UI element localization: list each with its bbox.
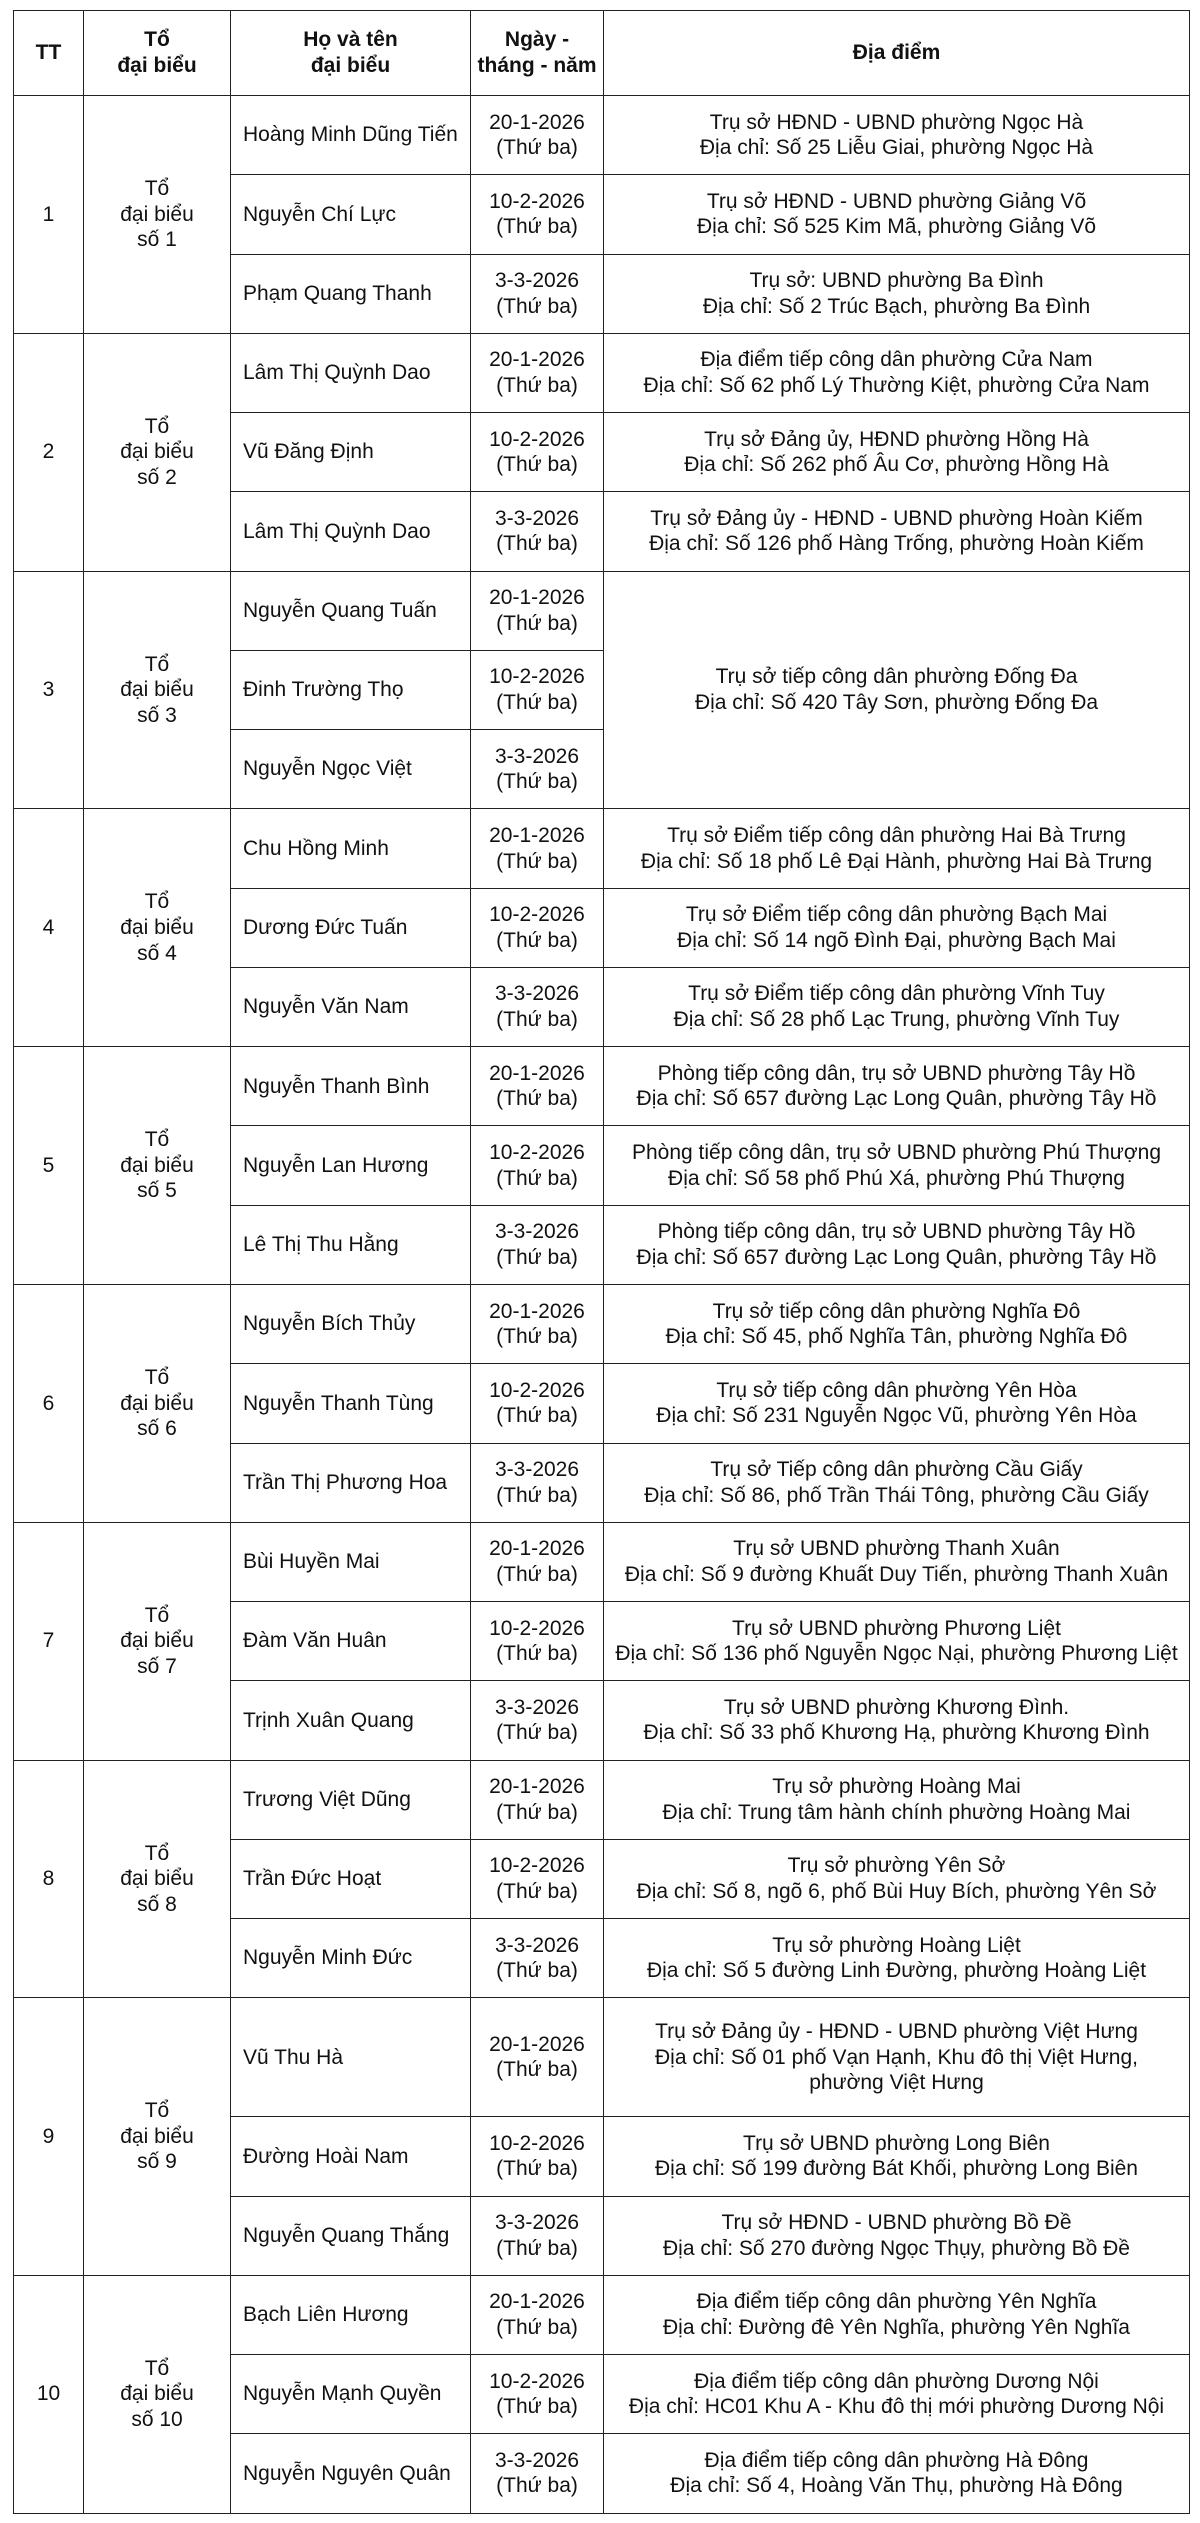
place-line: Địa chỉ: Số 657 đường Lạc Long Quân, phường Tây Hồ bbox=[636, 1245, 1157, 1269]
weekday-value: (Thứ ba) bbox=[496, 611, 578, 635]
meeting-place bbox=[604, 1522, 1190, 1601]
delegate-name: Hoàng Minh Dũng Tiến bbox=[231, 96, 471, 175]
delegate-name: Trần Thị Phương Hoa bbox=[231, 1443, 471, 1522]
group-label-line: đại biểu bbox=[120, 678, 194, 702]
meeting-date bbox=[471, 1839, 604, 1918]
place-line: Trụ sở phường Yên Sở bbox=[787, 1854, 1006, 1878]
schedule-document bbox=[13, 10, 1189, 2513]
place-line: Trụ sở Điểm tiếp công dân phường Bạch Mai bbox=[685, 903, 1108, 927]
delegate-name: Nguyễn Minh Đức bbox=[231, 1919, 471, 1998]
table-row bbox=[14, 809, 1190, 888]
place-line: Địa chỉ: Số 8, ngõ 6, phố Bùi Huy Bích, phường Yên Sở bbox=[636, 1879, 1157, 1903]
meeting-date bbox=[471, 730, 604, 809]
weekday-value: (Thứ ba) bbox=[496, 1325, 578, 1349]
weekday-value: (Thứ ba) bbox=[496, 1642, 578, 1666]
date-value: 3-3-2026 bbox=[494, 506, 580, 530]
meeting-place bbox=[604, 1284, 1190, 1363]
date-value: 10-2-2026 bbox=[489, 1140, 585, 1164]
date-value: 10-2-2026 bbox=[489, 1616, 585, 1640]
delegate-name: Nguyễn Nguyên Quân bbox=[231, 2434, 471, 2513]
meeting-date bbox=[471, 967, 604, 1046]
date-value: 10-2-2026 bbox=[489, 903, 585, 927]
meeting-date bbox=[471, 413, 604, 492]
group-label-line: số 9 bbox=[137, 2150, 177, 2174]
meeting-date bbox=[471, 1998, 604, 2117]
delegate-name: Nguyễn Quang Tuấn bbox=[231, 571, 471, 650]
group-number: 7 bbox=[14, 1522, 84, 1760]
group-label-line: số 10 bbox=[131, 2408, 183, 2432]
date-value: 20-1-2026 bbox=[489, 1537, 585, 1561]
group-label bbox=[84, 571, 231, 809]
group-label-line: số 1 bbox=[137, 228, 177, 252]
meeting-date bbox=[471, 809, 604, 888]
delegate-name: Vũ Thu Hà bbox=[231, 1998, 471, 2117]
place-line: Trụ sở Tiếp công dân phường Cầu Giấy bbox=[710, 1458, 1083, 1482]
delegate-name: Nguyễn Thanh Bình bbox=[231, 1047, 471, 1126]
delegate-name: Chu Hồng Minh bbox=[231, 809, 471, 888]
place-line: Địa chỉ: Số 45, phố Nghĩa Tân, phường Nghĩa Đô bbox=[665, 1325, 1128, 1349]
weekday-value: (Thứ ba) bbox=[496, 294, 578, 318]
delegate-name: Đường Hoài Nam bbox=[231, 2117, 471, 2196]
place-line: Địa chỉ: Số 199 đường Bát Khối, phường Long Biên bbox=[655, 2157, 1138, 2181]
group-label-line: Tổ bbox=[144, 652, 170, 676]
date-value: 3-3-2026 bbox=[494, 2448, 580, 2472]
table-row bbox=[14, 1998, 1190, 2117]
group-label bbox=[84, 96, 231, 334]
meeting-date bbox=[471, 333, 604, 412]
meeting-place bbox=[604, 571, 1190, 809]
table-row bbox=[14, 96, 1190, 175]
meeting-date bbox=[471, 1681, 604, 1760]
weekday-value: (Thứ ba) bbox=[496, 136, 578, 160]
place-line: Địa chỉ: Số 28 phố Lạc Trung, phường Vĩnh Tuy bbox=[673, 1008, 1120, 1032]
weekday-value: (Thứ ba) bbox=[496, 2474, 578, 2498]
place-line: Trụ sở tiếp công dân phường Yên Hòa bbox=[716, 1378, 1077, 1402]
place-line: Địa điểm tiếp công dân phường Yên Nghĩa bbox=[696, 2290, 1097, 2314]
place-line: Trụ sở UBND phường Khương Đình. bbox=[723, 1695, 1070, 1719]
group-number: 6 bbox=[14, 1284, 84, 1522]
place-line: Địa chỉ: HC01 Khu A - Khu đô thị mới phường Dương Nội bbox=[628, 2395, 1165, 2419]
place-line: Địa chỉ: Số 18 phố Lê Đại Hành, phường Hai Bà Trưng bbox=[640, 849, 1153, 873]
meeting-place bbox=[604, 1919, 1190, 1998]
weekday-value: (Thứ ba) bbox=[496, 1166, 578, 1190]
place-line: Địa chỉ: Số 9 đường Khuất Duy Tiến, phường Thanh Xuân bbox=[624, 1562, 1169, 1586]
delegate-name: Phạm Quang Thanh bbox=[231, 254, 471, 333]
weekday-value: (Thứ ba) bbox=[496, 849, 578, 873]
place-line: Địa chỉ: Số 420 Tây Sơn, phường Đống Đa bbox=[694, 690, 1099, 714]
delegate-name: Trịnh Xuân Quang bbox=[231, 1681, 471, 1760]
delegate-name: Bạch Liên Hương bbox=[231, 2275, 471, 2354]
weekday-value: (Thứ ba) bbox=[496, 1562, 578, 1586]
place-line: Trụ sở tiếp công dân phường Đống Đa bbox=[715, 665, 1078, 689]
weekday-value: (Thứ ba) bbox=[496, 1959, 578, 1983]
group-label-line: đại biểu bbox=[120, 2382, 194, 2406]
meeting-date bbox=[471, 175, 604, 254]
meeting-place bbox=[604, 492, 1190, 571]
group-label-line: đại biểu bbox=[120, 1391, 194, 1415]
meeting-place bbox=[604, 1443, 1190, 1522]
date-value: 20-1-2026 bbox=[489, 586, 585, 610]
meeting-place bbox=[604, 333, 1190, 412]
delegate-name: Nguyễn Mạnh Quyền bbox=[231, 2355, 471, 2434]
weekday-value: (Thứ ba) bbox=[496, 1245, 578, 1269]
date-value: 3-3-2026 bbox=[494, 982, 580, 1006]
date-value: 20-1-2026 bbox=[489, 1299, 585, 1323]
meeting-date bbox=[471, 1364, 604, 1443]
place-line: Địa chỉ: Số 62 phố Lý Thường Kiệt, phường Cửa Nam bbox=[643, 373, 1150, 397]
date-value: 3-3-2026 bbox=[494, 1695, 580, 1719]
group-label-line: số 7 bbox=[137, 1654, 177, 1678]
delegate-name: Nguyễn Chí Lực bbox=[231, 175, 471, 254]
meeting-place bbox=[604, 175, 1190, 254]
date-value: 3-3-2026 bbox=[494, 2211, 580, 2235]
place-line: Trụ sở UBND phường Long Biên bbox=[743, 2131, 1050, 2155]
date-value: 20-1-2026 bbox=[489, 1061, 585, 1085]
meeting-place bbox=[604, 1047, 1190, 1126]
group-label bbox=[84, 809, 231, 1047]
place-line: Địa chỉ: Số 126 phố Hàng Trống, phường Hoàn Kiếm bbox=[649, 532, 1144, 556]
place-line: Trụ sở: UBND phường Ba Đình bbox=[749, 269, 1044, 293]
weekday-value: (Thứ ba) bbox=[496, 2157, 578, 2181]
place-line: Địa chỉ: Trung tâm hành chính phường Hoàng Mai bbox=[662, 1800, 1131, 1824]
place-line: Trụ sở phường Hoàng Mai bbox=[772, 1775, 1021, 1799]
meeting-date bbox=[471, 1047, 604, 1126]
header-name: Họ và tên đại biểu bbox=[231, 11, 471, 96]
group-label-line: đại biểu bbox=[120, 1629, 194, 1653]
group-label bbox=[84, 1522, 231, 1760]
meeting-place bbox=[604, 1126, 1190, 1205]
table-row bbox=[14, 2275, 1190, 2354]
meeting-place bbox=[604, 888, 1190, 967]
schedule-table bbox=[13, 10, 1190, 2514]
table-row bbox=[14, 1284, 1190, 1363]
place-line: Trụ sở phường Hoàng Liệt bbox=[772, 1933, 1021, 1957]
date-value: 20-1-2026 bbox=[489, 2290, 585, 2314]
meeting-date bbox=[471, 888, 604, 967]
meeting-date bbox=[471, 492, 604, 571]
table-row bbox=[14, 1760, 1190, 1839]
date-value: 10-2-2026 bbox=[489, 427, 585, 451]
place-line: Địa chỉ: Số 270 đường Ngọc Thụy, phường Bồ Đề bbox=[663, 2236, 1130, 2260]
meeting-place bbox=[604, 809, 1190, 888]
place-line: Địa chỉ: Số 5 đường Linh Đường, phường Hoàng Liệt bbox=[646, 1959, 1147, 1983]
header-tt: TT bbox=[14, 11, 84, 96]
group-label bbox=[84, 1998, 231, 2275]
weekday-value: (Thứ ba) bbox=[496, 532, 578, 556]
date-value: 10-2-2026 bbox=[489, 665, 585, 689]
delegate-name: Nguyễn Ngọc Việt bbox=[231, 730, 471, 809]
group-number: 8 bbox=[14, 1760, 84, 1998]
meeting-place bbox=[604, 96, 1190, 175]
meeting-date bbox=[471, 571, 604, 650]
delegate-name: Nguyễn Văn Nam bbox=[231, 967, 471, 1046]
meeting-place bbox=[604, 2434, 1190, 2513]
delegate-name: Bùi Huyền Mai bbox=[231, 1522, 471, 1601]
meeting-place bbox=[604, 413, 1190, 492]
group-label-line: số 4 bbox=[137, 941, 177, 965]
weekday-value: (Thứ ba) bbox=[496, 373, 578, 397]
place-line: Địa chỉ: Số 4, Hoàng Văn Thụ, phường Hà Đông bbox=[670, 2474, 1123, 2498]
delegate-name: Lê Thị Thu Hằng bbox=[231, 1205, 471, 1284]
meeting-date bbox=[471, 1760, 604, 1839]
weekday-value: (Thứ ba) bbox=[496, 2395, 578, 2419]
place-line: Phòng tiếp công dân, trụ sở UBND phường Tây Hồ bbox=[657, 1061, 1136, 1085]
meeting-date bbox=[471, 2117, 604, 2196]
weekday-value: (Thứ ba) bbox=[496, 1404, 578, 1428]
place-line: Trụ sở Đảng ủy - HĐND - UBND phường Hoàn Kiếm bbox=[650, 506, 1143, 530]
schedule-body bbox=[14, 96, 1190, 2514]
delegate-name: Đàm Văn Huân bbox=[231, 1602, 471, 1681]
group-number: 3 bbox=[14, 571, 84, 809]
group-label-line: Tổ bbox=[144, 176, 170, 200]
header-date: Ngày - tháng - năm bbox=[471, 11, 604, 96]
place-line: Trụ sở UBND phường Phương Liệt bbox=[732, 1616, 1061, 1640]
place-line: Địa chỉ: Đường đê Yên Nghĩa, phường Yên Nghĩa bbox=[662, 2315, 1130, 2339]
weekday-value: (Thứ ba) bbox=[496, 1800, 578, 1824]
place-line: Trụ sở HĐND - UBND phường Bồ Đề bbox=[721, 2211, 1072, 2235]
date-value: 20-1-2026 bbox=[489, 110, 585, 134]
group-label-line: số 6 bbox=[137, 1417, 177, 1441]
place-line: Phòng tiếp công dân, trụ sở UBND phường Phú Thượng bbox=[631, 1140, 1161, 1164]
meeting-date bbox=[471, 1284, 604, 1363]
delegate-name: Nguyễn Thanh Tùng bbox=[231, 1364, 471, 1443]
meeting-date bbox=[471, 2434, 604, 2513]
meeting-place bbox=[604, 1760, 1190, 1839]
group-number: 2 bbox=[14, 333, 84, 571]
meeting-date bbox=[471, 650, 604, 729]
meeting-place bbox=[604, 1681, 1190, 1760]
group-label-line: Tổ bbox=[144, 1603, 170, 1627]
delegate-name: Nguyễn Bích Thủy bbox=[231, 1284, 471, 1363]
meeting-place bbox=[604, 2196, 1190, 2275]
meeting-place bbox=[604, 2275, 1190, 2354]
meeting-date bbox=[471, 1919, 604, 1998]
place-line: phường Việt Hưng bbox=[809, 2071, 984, 2095]
meeting-place bbox=[604, 1839, 1190, 1918]
place-line: Địa chỉ: Số 136 phố Nguyễn Ngọc Nại, phường Phương Liệt bbox=[615, 1642, 1178, 1666]
meeting-date bbox=[471, 1602, 604, 1681]
date-value: 20-1-2026 bbox=[489, 348, 585, 372]
weekday-value: (Thứ ba) bbox=[496, 1721, 578, 1745]
weekday-value: (Thứ ba) bbox=[496, 928, 578, 952]
table-row bbox=[14, 333, 1190, 412]
place-line: Trụ sở Điểm tiếp công dân phường Hai Bà Trưng bbox=[667, 823, 1126, 847]
group-label-line: Tổ bbox=[144, 2356, 170, 2380]
group-label-line: Tổ bbox=[144, 2099, 170, 2123]
place-line: Trụ sở UBND phường Thanh Xuân bbox=[733, 1537, 1060, 1561]
meeting-date bbox=[471, 2355, 604, 2434]
date-value: 20-1-2026 bbox=[489, 2032, 585, 2056]
date-value: 10-2-2026 bbox=[489, 1854, 585, 1878]
place-line: Phòng tiếp công dân, trụ sở UBND phường Tây Hồ bbox=[657, 1220, 1136, 1244]
place-line: Địa chỉ: Số 01 phố Vạn Hạnh, Khu đô thị Việt Hưng, bbox=[655, 2045, 1138, 2069]
weekday-value: (Thứ ba) bbox=[496, 1879, 578, 1903]
header-place: Địa điểm bbox=[604, 11, 1190, 96]
group-label-line: đại biểu bbox=[120, 202, 194, 226]
group-number: 10 bbox=[14, 2275, 84, 2513]
group-label-line: đại biểu bbox=[120, 915, 194, 939]
place-line: Địa chỉ: Số 231 Nguyễn Ngọc Vũ, phường Yên Hòa bbox=[656, 1404, 1137, 1428]
place-line: Địa chỉ: Số 58 phố Phú Xá, phường Phú Thượng bbox=[668, 1166, 1125, 1190]
group-label-line: đại biểu bbox=[120, 1153, 194, 1177]
place-line: Địa điểm tiếp công dân phường Cửa Nam bbox=[700, 348, 1093, 372]
group-label-line: Tổ bbox=[144, 414, 170, 438]
place-line: Địa chỉ: Số 25 Liễu Giai, phường Ngọc Hà bbox=[699, 136, 1094, 160]
meeting-date bbox=[471, 96, 604, 175]
date-value: 3-3-2026 bbox=[494, 1220, 580, 1244]
group-number: 1 bbox=[14, 96, 84, 334]
weekday-value: (Thứ ba) bbox=[496, 1087, 578, 1111]
meeting-date bbox=[471, 1443, 604, 1522]
meeting-date bbox=[471, 1522, 604, 1601]
meeting-place bbox=[604, 1205, 1190, 1284]
date-value: 10-2-2026 bbox=[489, 1378, 585, 1402]
weekday-value: (Thứ ba) bbox=[496, 215, 578, 239]
weekday-value: (Thứ ba) bbox=[496, 690, 578, 714]
meeting-place bbox=[604, 1602, 1190, 1681]
group-label bbox=[84, 1284, 231, 1522]
place-line: Trụ sở Đảng ủy - HĐND - UBND phường Việt Hưng bbox=[655, 2019, 1138, 2043]
delegate-name: Nguyễn Lan Hương bbox=[231, 1126, 471, 1205]
group-label-line: Tổ bbox=[144, 1841, 170, 1865]
weekday-value: (Thứ ba) bbox=[496, 2315, 578, 2339]
date-value: 3-3-2026 bbox=[494, 1458, 580, 1482]
table-row bbox=[14, 571, 1190, 650]
table-row bbox=[14, 1047, 1190, 1126]
date-value: 20-1-2026 bbox=[489, 1775, 585, 1799]
group-label-line: đại biểu bbox=[120, 440, 194, 464]
delegate-name: Trần Đức Hoạt bbox=[231, 1839, 471, 1918]
group-number: 4 bbox=[14, 809, 84, 1047]
place-line: Địa chỉ: Số 262 phố Âu Cơ, phường Hồng Hà bbox=[684, 453, 1109, 477]
meeting-place bbox=[604, 1998, 1190, 2117]
group-label bbox=[84, 1760, 231, 1998]
delegate-name: Nguyễn Quang Thắng bbox=[231, 2196, 471, 2275]
date-value: 10-2-2026 bbox=[489, 2131, 585, 2155]
place-line: Địa điểm tiếp công dân phường Hà Đông bbox=[704, 2448, 1089, 2472]
place-line: Trụ sở tiếp công dân phường Nghĩa Đô bbox=[712, 1299, 1081, 1323]
weekday-value: (Thứ ba) bbox=[496, 770, 578, 794]
weekday-value: (Thứ ba) bbox=[496, 1483, 578, 1507]
group-label-line: đại biểu bbox=[120, 2124, 194, 2148]
weekday-value: (Thứ ba) bbox=[496, 2236, 578, 2260]
weekday-value: (Thứ ba) bbox=[496, 1008, 578, 1032]
group-label-line: đại biểu bbox=[120, 1867, 194, 1891]
group-label bbox=[84, 333, 231, 571]
meeting-date bbox=[471, 1205, 604, 1284]
place-line: Địa chỉ: Số 33 phố Khương Hạ, phường Khương Đình bbox=[643, 1721, 1150, 1745]
delegate-name: Lâm Thị Quỳnh Dao bbox=[231, 333, 471, 412]
header-group: Tổ đại biểu bbox=[84, 11, 231, 96]
meeting-date bbox=[471, 254, 604, 333]
date-value: 20-1-2026 bbox=[489, 823, 585, 847]
group-label-line: số 5 bbox=[137, 1179, 177, 1203]
group-label-line: Tổ bbox=[144, 1365, 170, 1389]
place-line: Địa chỉ: Số 14 ngõ Đình Đại, phường Bạch Mai bbox=[677, 928, 1116, 952]
place-line: Trụ sở HĐND - UBND phường Giảng Võ bbox=[706, 189, 1087, 213]
place-line: Trụ sở Điểm tiếp công dân phường Vĩnh Tuy bbox=[688, 982, 1105, 1006]
place-line: Địa chỉ: Số 86, phố Trần Thái Tông, phường Cầu Giấy bbox=[644, 1483, 1149, 1507]
meeting-place bbox=[604, 967, 1190, 1046]
group-label bbox=[84, 1047, 231, 1285]
header-row bbox=[14, 11, 1190, 96]
group-label-line: số 8 bbox=[137, 1892, 177, 1916]
date-value: 10-2-2026 bbox=[489, 2369, 585, 2393]
delegate-name: Lâm Thị Quỳnh Dao bbox=[231, 492, 471, 571]
weekday-value: (Thứ ba) bbox=[496, 453, 578, 477]
date-value: 3-3-2026 bbox=[494, 744, 580, 768]
meeting-place bbox=[604, 2355, 1190, 2434]
meeting-place bbox=[604, 2117, 1190, 2196]
delegate-name: Dương Đức Tuấn bbox=[231, 888, 471, 967]
group-number: 9 bbox=[14, 1998, 84, 2275]
place-line: Địa chỉ: Số 657 đường Lạc Long Quân, phường Tây Hồ bbox=[636, 1087, 1157, 1111]
meeting-date bbox=[471, 2275, 604, 2354]
place-line: Trụ sở Đảng ủy, HĐND phường Hồng Hà bbox=[704, 427, 1089, 451]
delegate-name: Đinh Trường Thọ bbox=[231, 650, 471, 729]
date-value: 10-2-2026 bbox=[489, 189, 585, 213]
date-value: 3-3-2026 bbox=[494, 1933, 580, 1957]
place-line: Trụ sở HĐND - UBND phường Ngọc Hà bbox=[709, 110, 1084, 134]
group-label-line: số 2 bbox=[137, 466, 177, 489]
meeting-date bbox=[471, 1126, 604, 1205]
place-line: Địa chỉ: Số 2 Trúc Bạch, phường Ba Đình bbox=[702, 294, 1091, 318]
date-value: 3-3-2026 bbox=[494, 269, 580, 293]
delegate-name: Trương Việt Dũng bbox=[231, 1760, 471, 1839]
place-line: Địa điểm tiếp công dân phường Dương Nội bbox=[694, 2369, 1099, 2393]
table-row bbox=[14, 1522, 1190, 1601]
place-line: Địa chỉ: Số 525 Kim Mã, phường Giảng Võ bbox=[696, 215, 1097, 239]
delegate-name: Vũ Đăng Định bbox=[231, 413, 471, 492]
meeting-date bbox=[471, 2196, 604, 2275]
group-label-line: số 3 bbox=[137, 703, 177, 727]
group-label-line: Tổ bbox=[144, 1128, 170, 1152]
weekday-value: (Thứ ba) bbox=[496, 2058, 578, 2082]
group-label-line: Tổ bbox=[144, 890, 170, 914]
meeting-place bbox=[604, 254, 1190, 333]
meeting-place bbox=[604, 1364, 1190, 1443]
group-label bbox=[84, 2275, 231, 2513]
group-number: 5 bbox=[14, 1047, 84, 1285]
